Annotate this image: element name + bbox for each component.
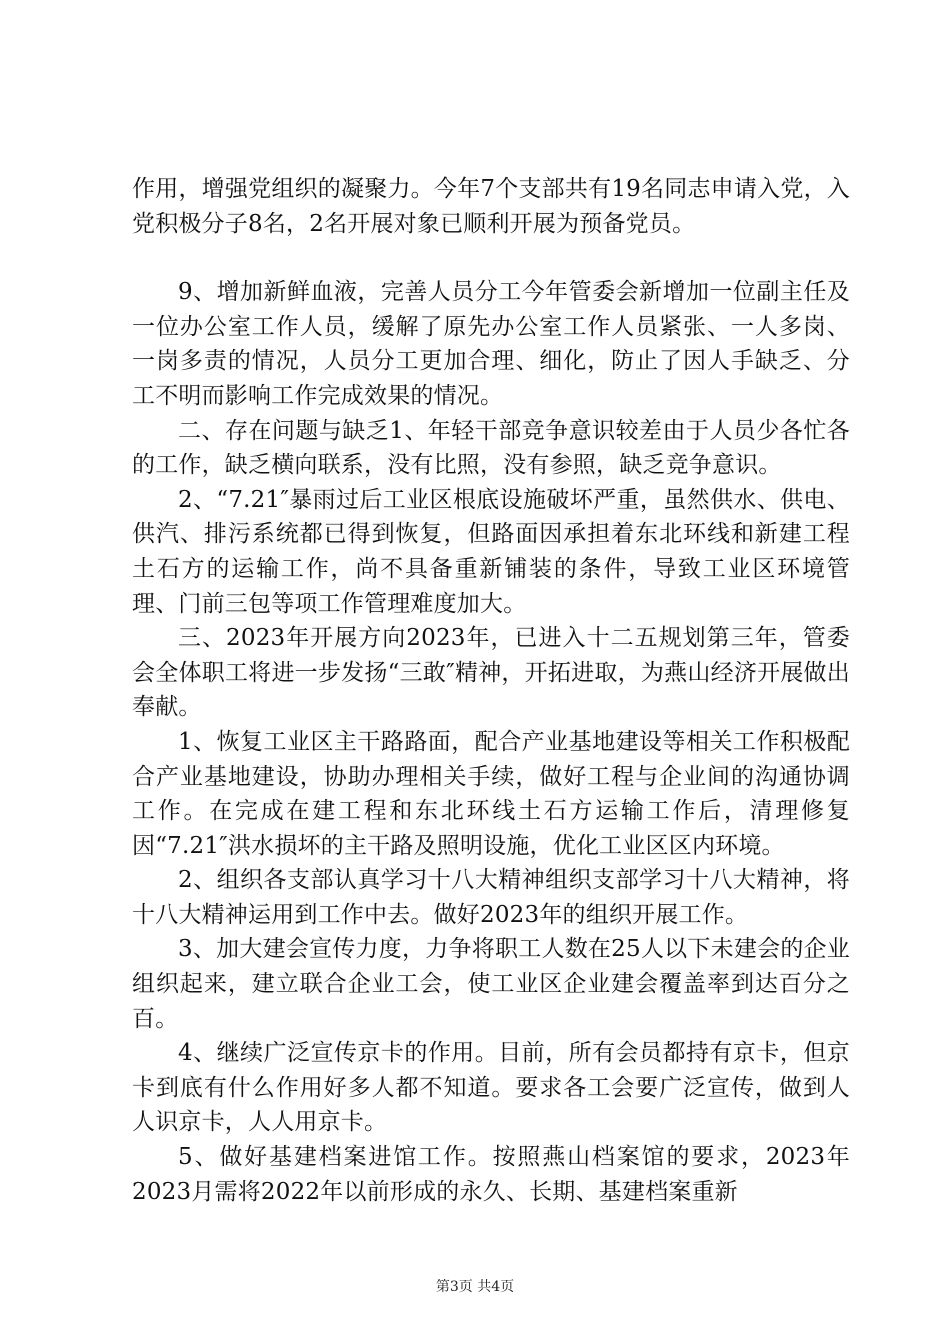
page-number-footer: 第3页 共4页 (435, 1279, 515, 1295)
paragraph-party-members: 作用，增强党组织的凝聚力。今年7个支部共有19名同志申请入党，入党积极分子8名，2名开展对象已顺利开展为预备党员。 (132, 176, 850, 237)
paragraph-union-building: 3、加大建会宣传力度，力争将职工人数在25人以下未建会的企业组织起来，建立联合企业工会，使工业区企业建会覆盖率到达百分之百。 (132, 936, 850, 1032)
paragraph-jingka-card: 4、继续广泛宣传京卡的作用。目前，所有会员都持有京卡，但京卡到底有什么作用好多人都不知道。要求各工会要广泛宣传，做到人人识京卡，人人用京卡。 (132, 1040, 850, 1136)
paragraph-rainstorm-damage: 2、“7.21″暴雨过后工业区根底设施破坏严重，虽然供水、供电、供汽、排污系统都已得到恢复，但路面因承担着东北环线和新建工程土石方的运输工作，尚不具备重新铺装的条件，导致工业区环境管理、门前三包等项工作管理难度加大。 (132, 486, 850, 617)
paragraph-development-direction: 三、2023年开展方向2023年，已进入十二五规划第三年，管委会全体职工将进一步发扬“三敢″精神，开拓进取，为燕山经济开展做出奉献。 (132, 625, 850, 721)
paragraph-restore-road: 1、恢复工业区主干路路面，配合产业基地建设等相关工作积极配合产业基地建设，协助办理相关手续，做好工程与企业间的沟通协调工作。在完成在建工程和东北环线土石方运输工作后，清理修复因“7.21″洪水损坏的主干路及照明设施，优化工业区区内环境。 (132, 728, 850, 859)
document-body (132, 172, 850, 1209)
paragraph-study-18th-congress: 2、组织各支部认真学习十八大精神组织支部学习十八大精神，将十八大精神运用到工作中去。做好2023年的组织开展工作。 (132, 867, 850, 928)
paragraph-archives: 5、做好基建档案进馆工作。按照燕山档案馆的要求，2023年2023月需将2022年以前形成的永久、长期、基建档案重新 (132, 1144, 850, 1205)
paragraph-new-staff: 9、增加新鲜血液，完善人员分工今年管委会新增加一位副主任及一位办公室工作人员，缓解了原先办公室工作人员紧张、一人多岗、一岗多责的情况，人员分工更加合理、细化，防止了因人手缺乏、分工不明而影响工作完成效果的情况。 (132, 279, 850, 409)
paragraph-problems: 二、存在问题与缺乏1、年轻干部竞争意识较差由于人员少各忙各的工作，缺乏横向联系，没有比照，没有参照，缺乏竞争意识。 (132, 417, 850, 479)
